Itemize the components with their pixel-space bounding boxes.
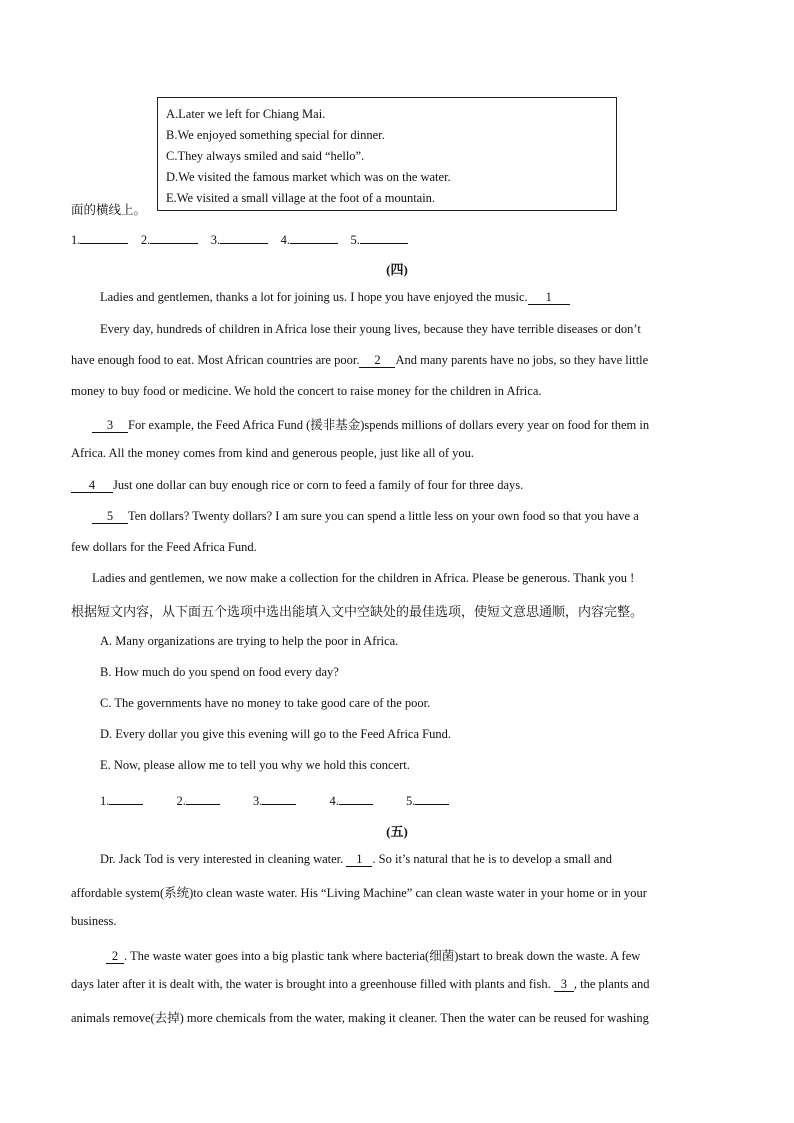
paragraph-line: 2 . The waste water goes into a big plastic tank where bacteria(细菌)start to break down the waste. A few [106, 946, 640, 964]
paragraph-line: Dr. Jack Tod is very interested in cleaning water. 1 . So it’s natural that he is to develop a small and [100, 852, 612, 866]
blank-3[interactable]: 3 [554, 977, 574, 992]
answer-row-4: 1. 2. 3. 4. 5. [100, 790, 449, 809]
option-a: A.Later we left for Chiang Mai. [166, 107, 326, 121]
answer-blank[interactable] [262, 790, 296, 805]
option-e: E.We visited a small village at the foot of a mountain. [166, 191, 436, 205]
section-heading-4: (四) [386, 262, 408, 277]
option-a: A. Many organizations are trying to help the poor in Africa. [100, 634, 399, 648]
answer-blank[interactable] [80, 229, 128, 244]
paragraph-line: Ladies and gentlemen, thanks a lot for joining us. I hope you have enjoyed the music. 1 [100, 290, 570, 305]
paragraph-line: have enough food to eat. Most African countries are poor. 2 And many parents have no jobs, so they have little [71, 353, 649, 367]
option-e: E. Now, please allow me to tell you why we hold this concert. [100, 758, 410, 772]
blank-4[interactable]: 4 [71, 478, 113, 493]
paragraph-line: 3 For example, the Feed Africa Fund (援非基金)spends millions of dollars every year on food for them in [92, 415, 649, 433]
answer-row-3: 1. 2. 3. 4. 5. [71, 229, 408, 248]
options-box [157, 97, 617, 211]
option-d: D. Every dollar you give this evening will go to the Feed Africa Fund. [100, 727, 451, 741]
paragraph-line: days later after it is dealt with, the water is brought into a greenhouse filled with plants and fish. 3 , the plants and [71, 977, 650, 991]
option-b: B.We enjoyed something special for dinner. [166, 128, 385, 142]
paragraph-line: 4 Just one dollar can buy enough rice or corn to feed a family of four for three days. [71, 478, 523, 493]
paragraph-line: Ladies and gentlemen, we now make a collection for the children in Africa. Please be generous. Thank you ! [92, 571, 635, 585]
blank-5[interactable]: 5 [92, 509, 128, 524]
instruction-tail: 面的横线上。 [71, 203, 147, 217]
blank-2[interactable]: 2 [359, 353, 395, 368]
answer-blank[interactable] [220, 229, 268, 244]
option-b: B. How much do you spend on food every day? [100, 665, 339, 679]
option-c: C.They always smiled and said “hello”. [166, 149, 365, 163]
paragraph-line: money to buy food or medicine. We hold the concert to raise money for the children in Africa. [71, 384, 542, 398]
blank-1[interactable]: 1 [528, 290, 570, 305]
paragraph-line: affordable system(系统)to clean waste water. His “Living Machine” can clean waste water in your home or in your [71, 886, 647, 900]
answer-blank[interactable] [339, 790, 373, 805]
answer-blank[interactable] [109, 790, 143, 805]
answer-blank[interactable] [415, 790, 449, 805]
instruction: 根据短文内容，从下面五个选项中选出能填入文中空缺处的最佳选项，使短文意思通顺，内容完整。 [71, 605, 644, 620]
paragraph-line: business. [71, 914, 117, 928]
paragraph-line: animals remove(去掉) more chemicals from the water, making it cleaner. Then the water can be reused for washing [71, 1011, 649, 1025]
paragraph-line: few dollars for the Feed Africa Fund. [71, 540, 257, 554]
option-d: D.We visited the famous market which was on the water. [166, 170, 451, 184]
paragraph-line: 5 Ten dollars? Twenty dollars? I am sure you can spend a little less on your own food so that you have a [92, 509, 639, 524]
blank-3[interactable]: 3 [92, 418, 128, 433]
answer-blank[interactable] [186, 790, 220, 805]
paragraph-line: Every day, hundreds of children in Africa lose their young lives, because they have terrible diseases or don’t [100, 322, 641, 336]
answer-blank[interactable] [150, 229, 198, 244]
blank-1[interactable]: 1 [346, 852, 372, 867]
blank-2[interactable]: 2 [106, 949, 124, 964]
paragraph-line: Africa. All the money comes from kind and generous people, just like all of you. [71, 446, 475, 460]
answer-blank[interactable] [360, 229, 408, 244]
section-heading-5: (五) [386, 824, 408, 839]
answer-blank[interactable] [290, 229, 338, 244]
option-c: C. The governments have no money to take good care of the poor. [100, 696, 431, 710]
